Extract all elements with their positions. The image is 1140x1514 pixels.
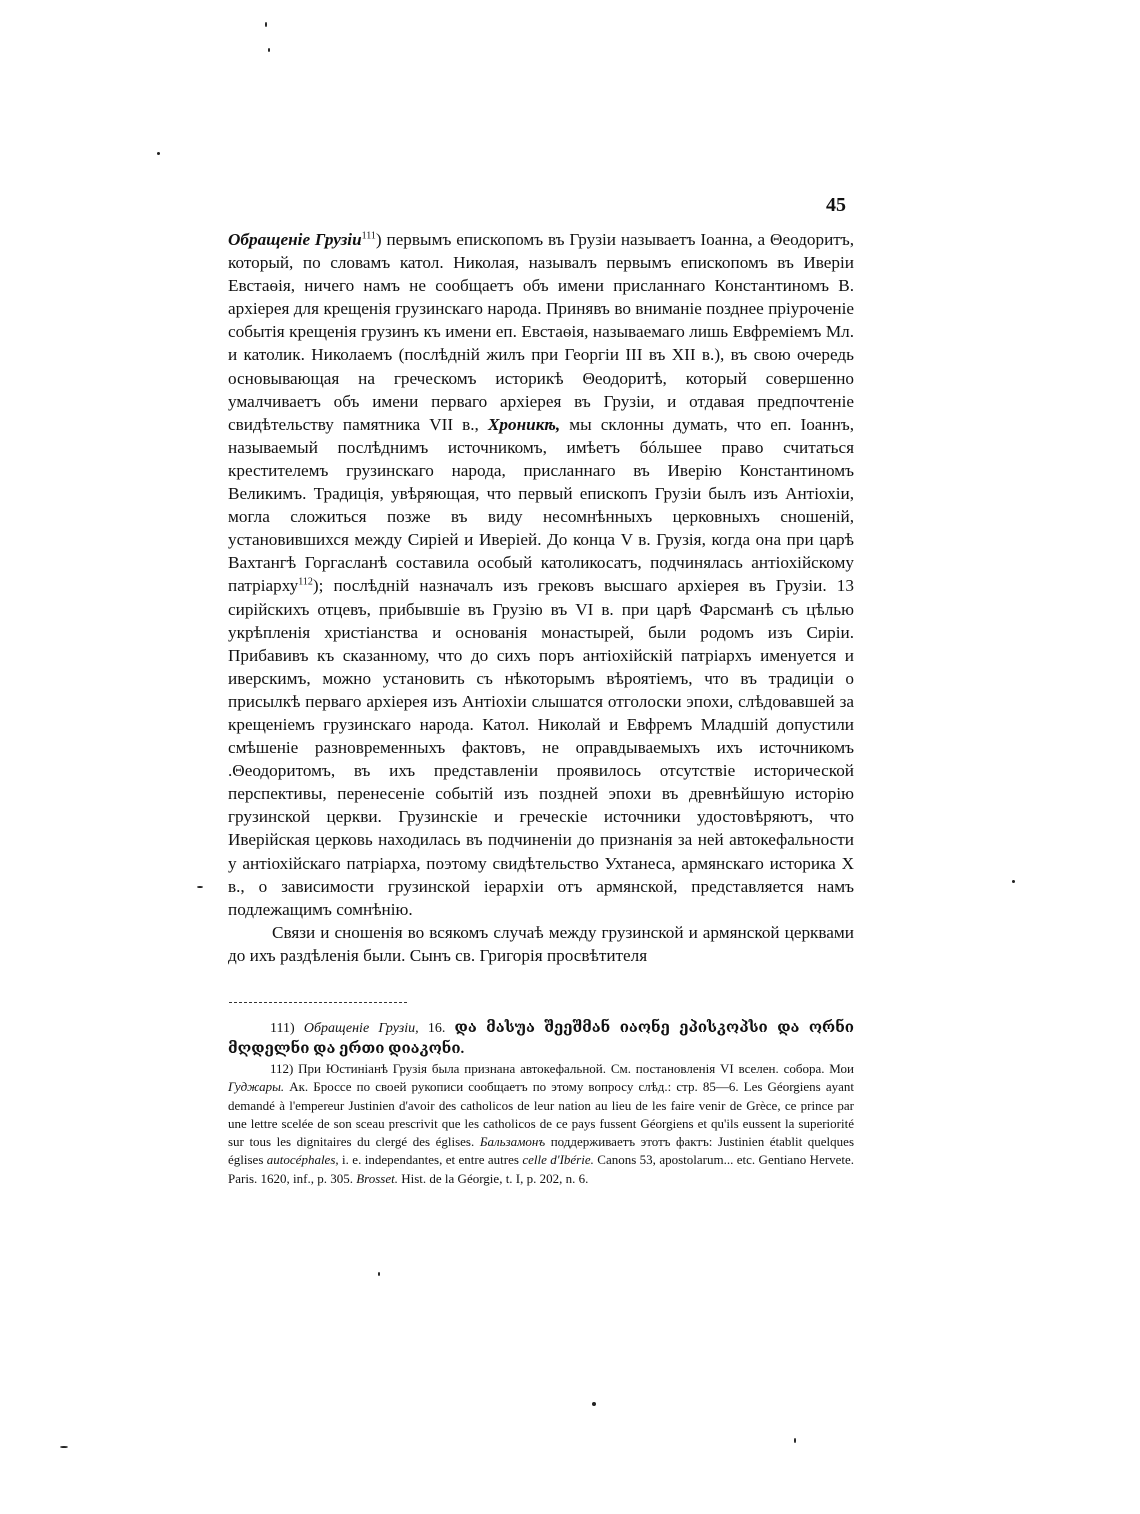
scan-speck <box>1012 880 1015 883</box>
text-run: 16. <box>418 1021 455 1036</box>
scan-speck <box>265 22 267 27</box>
italic-text: Гуджары. <box>228 1079 285 1095</box>
footnote-111 <box>228 1018 854 1060</box>
italic-text: Обращеніе Грузіи, <box>303 1021 419 1036</box>
footnotes <box>228 1018 854 1188</box>
footnote-marker: 112 <box>298 576 313 588</box>
italic-text: Brosset. <box>356 1170 398 1186</box>
scan-speck <box>592 1402 596 1406</box>
scan-speck <box>268 48 270 52</box>
main-text <box>228 228 854 967</box>
footnote-marker: 111 <box>361 230 376 242</box>
georgian-text: და მასუა შეეშმან იაონე ეპისკოპსი და ორნი მღდელნი და ერთი დიაკონი. <box>228 1020 854 1057</box>
italic-text: Хроникѣ, <box>487 414 561 434</box>
scan-speck <box>794 1438 796 1443</box>
text-run: 112) При Юстиніанѣ Грузія была признана автокефальной. См. постановленія VI вселен. собора. Мои <box>270 1061 854 1076</box>
text-run: ) первымъ епископомъ въ Грузіи называетъ Іоанна, а Θеодоритъ, который, по словамъ катол. Николая, называлъ первымъ епископомъ въ Иверіи Евстаѳія, ничего намъ не сообщаетъ объ имени присланнаго Константиномъ В. архіерея для крещенія грузинскаго народа. Принявъ во вниманіе позднее пріуроченіе событія крещенія грузинъ къ имени еп. Евстаѳія, называемаго лишь Евфреміемъ Мл. и католик. Николаемъ (послѣдній жилъ при Георгіи III въ XII в.), въ свою очередь основывающая на греческомъ историкѣ Θеодоритѣ, который совершенно умалчиваетъ объ имени перваго архіерея въ Грузіи, и отдавая предпочтеніе свидѣтельству памятника VII в., <box>228 230 854 434</box>
italic-text: Обращеніе Грузіи <box>228 230 362 249</box>
footnote-112 <box>228 1060 854 1188</box>
scan-speck <box>60 1446 68 1448</box>
paragraph-2 <box>228 921 854 967</box>
text-run: Связи и сношенія во всякомъ случаѣ между грузинской и армянской церквами до ихъ раздѣленія были. Сынъ св. Григорія просвѣтителя <box>228 922 854 965</box>
scan-speck <box>378 1272 380 1276</box>
footnote-separator <box>229 1002 407 1003</box>
text-run: поддерживаетъ этотъ фактъ: Justinien établit quelques églises <box>228 1134 855 1168</box>
scan-speck <box>197 886 203 888</box>
text-run: i. e. independantes, et entre autres <box>338 1152 523 1168</box>
text-run: Hist. de la Géorgie, t. I, p. 202, n. 6. <box>397 1170 589 1186</box>
text-run: Canons 53, apostolarum... etc. Gentiano Hervete. Paris. 1620, inf., p. 305. <box>228 1152 854 1186</box>
text-run: ); послѣдній назначалъ изъ грековъ высшаго архіерея въ Грузіи. 13 сирійскихъ отцевъ, прибывшіе въ Грузію въ VI в. при царѣ Фарсманѣ съ цѣлью укрѣпленія христіанства и основанія монастырей, были родомъ изъ Сиріи. Прибавивъ къ сказанному, что до сихъ поръ антіохійскій патріархъ именуется и иверскимъ, можно установить съ нѣкоторымъ вѣроятіемъ, что въ традиціи о присылкѣ перваго архіерея изъ Антіохіи слышатся отголоски эпохи, слѣдовавшей за крещеніемъ грузинскаго народа. Катол. Николай и Евфремъ Младшій допустили смѣшеніе разновременныхъ фактовъ, не оправдываемыхъ ихъ источникомъ .Θеодоритомъ, въ ихъ представленіи проявилось отсутствіе исторической перспективы, перенесеніе событій изъ поздней эпохи въ древнѣйшую исторію грузинской церкви. Грузинскіе и греческіе источники удостовѣряютъ, что Иверійская церковь находилась въ подчиненіи до признанія за ней автокефальности у антіохійскаго патріарха, поэтому свидѣтельство Ухтанеса, армянскаго историка X в., о зависимости грузинской іерархіи отъ армянской, представляется намъ подлежащимъ сомнѣнію. <box>228 576 854 919</box>
text-run: Ак. Броссе по своей рукописи сообщаетъ по этому вопросу слѣд.: стр. 85—6. Les Géorgiens ayant demandé à l'empereur Justinien d'avoir des catholicos de leur nation au lieu de les faire venir de Grèce, ce prince par une lettre scelée de son sceau prescrivit que les catholicos de ce pays fussent Géorgiens et qu'ils eussent la superiorité sur tous les dignitaires du clergé des églises. <box>228 1079 854 1150</box>
text-run: 111) <box>270 1021 304 1036</box>
italic-text: autocéphales, <box>266 1152 339 1168</box>
text-run: мы склонны думать, что еп. Іоаннъ, называемый послѣднимъ источникомъ, имѣетъ бóльшее право считаться крестителемъ грузинскаго народа, присланнаго въ Иверію Константиномъ Великимъ. Традиція, увѣряющая, что первый епископъ Грузіи былъ изъ Антіохіи, могла сложиться позже въ виду несомнѣнныхъ церковныхъ сношеній, установившихся между Сиріей и Иверіей. До конца V в. Грузія, когда она при царѣ Вахтангѣ Горгасланѣ составила особый католикосатъ, подчинялась антіохійскому патріарху <box>228 414 855 596</box>
italic-text: celle d'Ibérie. <box>522 1152 594 1168</box>
page-number: 45 <box>826 194 846 216</box>
italic-text: Бальзамонъ <box>479 1134 546 1150</box>
paragraph-1 <box>228 228 854 921</box>
scan-speck <box>157 152 160 155</box>
